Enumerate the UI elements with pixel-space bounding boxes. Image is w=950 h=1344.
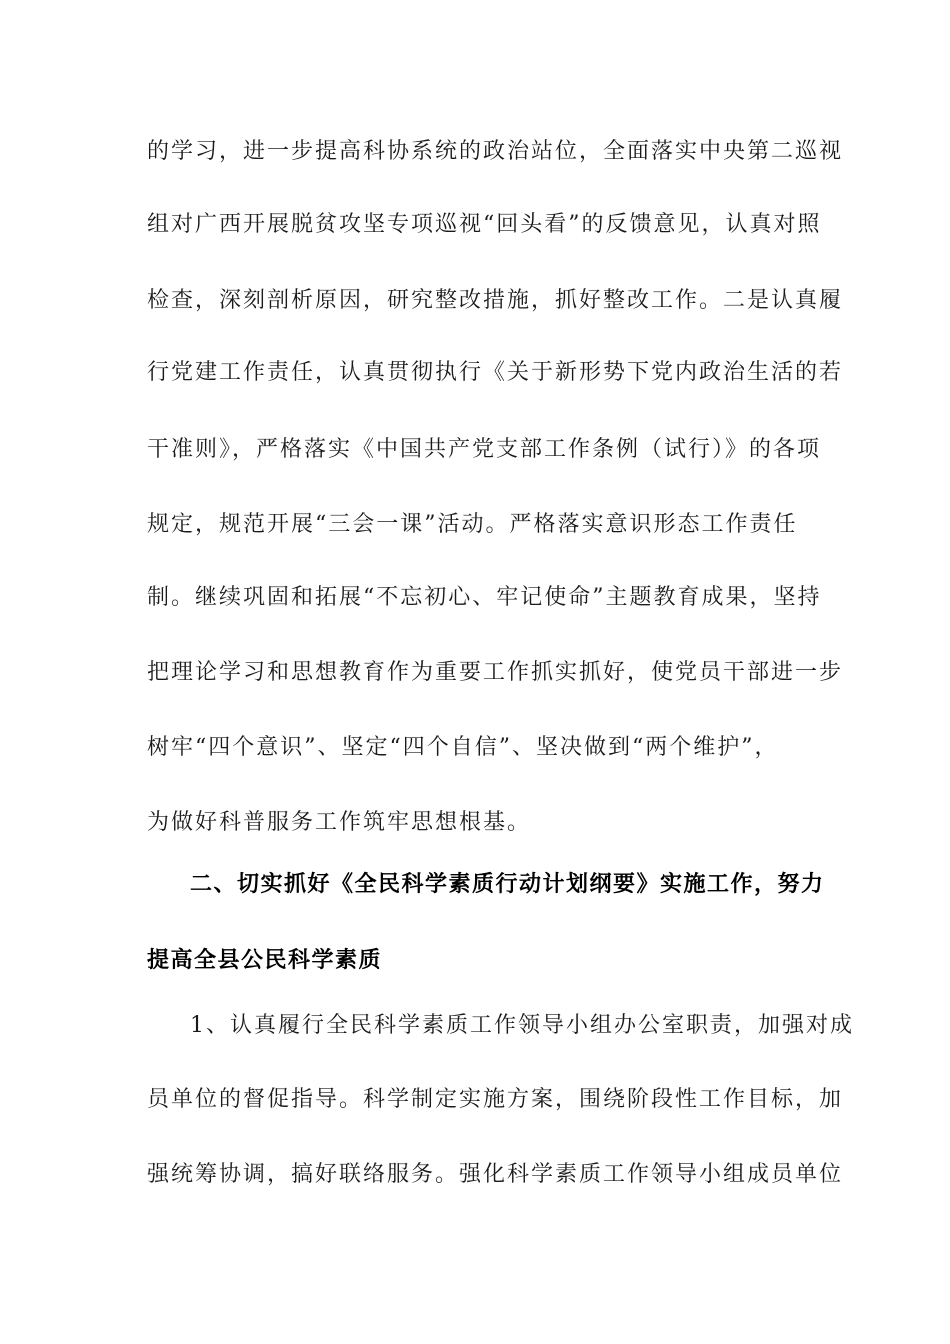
paragraph-line: 行党建工作责任，认真贯彻执行《关于新形势下党内政治生活的若 <box>147 360 844 385</box>
paragraph-line: 的学习，进一步提高科协系统的政治站位，全面落实中央第二巡视 <box>147 139 844 164</box>
paragraph-line: 把理论学习和思想教育作为重要工作抓实抓好，使党员干部进一步 <box>147 660 844 685</box>
paragraph-line: 树牢“四个意识”、坚定“四个自信”、坚决做到“两个维护”， <box>147 735 779 760</box>
paragraph-line: 员单位的督促指导。科学制定实施方案，围绕阶段性工作目标，加 <box>147 1087 844 1112</box>
section-heading-line: 二、切实抓好《全民科学素质行动计划纲要》实施工作，努力 <box>190 872 825 897</box>
paragraph-line: 规定，规范开展“三会一课”活动。严格落实意识形态工作责任 <box>147 512 798 537</box>
section-heading-line: 提高全县公民科学素质 <box>147 948 383 973</box>
paragraph-line: 强统筹协调，搞好联络服务。强化科学素质工作领导小组成员单位 <box>147 1162 844 1187</box>
paragraph-line: 检查，深刻剖析原因，研究整改措施，抓好整改工作。二是认真履 <box>147 288 844 313</box>
paragraph-line: 干准则》，严格落实《中国共产党支部工作条例（试行）》的各项 <box>147 437 822 462</box>
paragraph-line: 制。继续巩固和拓展“不忘初心、牢记使命”主题教育成果，坚持 <box>147 585 822 610</box>
paragraph-line: 组对广西开展脱贫攻坚专项巡视“回头看”的反馈意见，认真对照 <box>147 212 822 237</box>
paragraph-line: 1、认真履行全民科学素质工作领导小组办公室职责，加强对成 <box>190 1013 854 1038</box>
paragraph-line: 为做好科普服务工作筑牢思想根基。 <box>147 810 532 835</box>
